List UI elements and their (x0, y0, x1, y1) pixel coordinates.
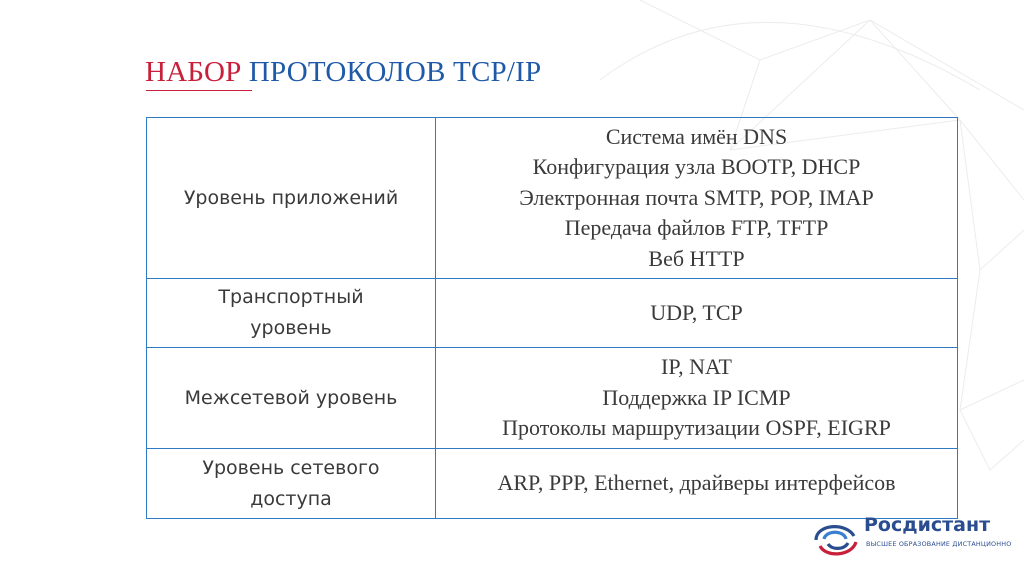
protocols-cell (436, 449, 958, 519)
protocol-line: ARP, PPP, Ethernet, драйверы интерфейсов (497, 470, 896, 496)
layer-label: Транспортный (218, 286, 364, 308)
table-row (147, 449, 958, 519)
layer-label: Межсетевой уровень (184, 386, 398, 409)
layer-cell (147, 118, 436, 279)
layer-cell (147, 348, 436, 449)
logo-name: Росдистант (864, 514, 991, 536)
layer-label: уровень (250, 317, 332, 339)
protocol-line: IP, NAT (661, 354, 732, 380)
protocol-line: Электронная почта SMTP, POP, IMAP (519, 184, 874, 210)
protocol-line: UDP, TCP (650, 299, 743, 325)
protocol-table (146, 117, 958, 519)
protocol-line: Передача файлов FTP, TFTP (564, 215, 829, 241)
protocol-line: Веб HTTP (648, 245, 745, 271)
layer-cell (147, 279, 436, 348)
protocols-cell (436, 279, 958, 348)
title-part-2: ПРОТОКОЛОВ TCP/IP (248, 56, 542, 88)
logo-tagline: ВЫСШЕЕ ОБРАЗОВАНИЕ ДИСТАНЦИОННО (866, 540, 1012, 548)
protocols-cell (436, 348, 958, 449)
protocol-line: Протоколы маршрутизации OSPF, EIGRP (502, 415, 891, 441)
layer-label: Уровень приложений (183, 186, 399, 209)
table-row (147, 118, 958, 279)
table-row (147, 279, 958, 348)
protocol-line: Система имён DNS (605, 123, 788, 149)
table-row (147, 348, 958, 449)
layer-cell (147, 449, 436, 519)
layer-label: доступа (250, 487, 332, 510)
layer-label: Уровень сетевого (202, 456, 380, 479)
page-title (145, 56, 541, 89)
title-underline (146, 90, 252, 91)
protocol-line: Конфигурация узла BOOTP, DHCP (532, 154, 861, 180)
title-part-1: НАБОР (145, 56, 242, 88)
protocol-line: Поддержка IP ICMP (602, 384, 791, 410)
protocols-cell (436, 118, 958, 279)
